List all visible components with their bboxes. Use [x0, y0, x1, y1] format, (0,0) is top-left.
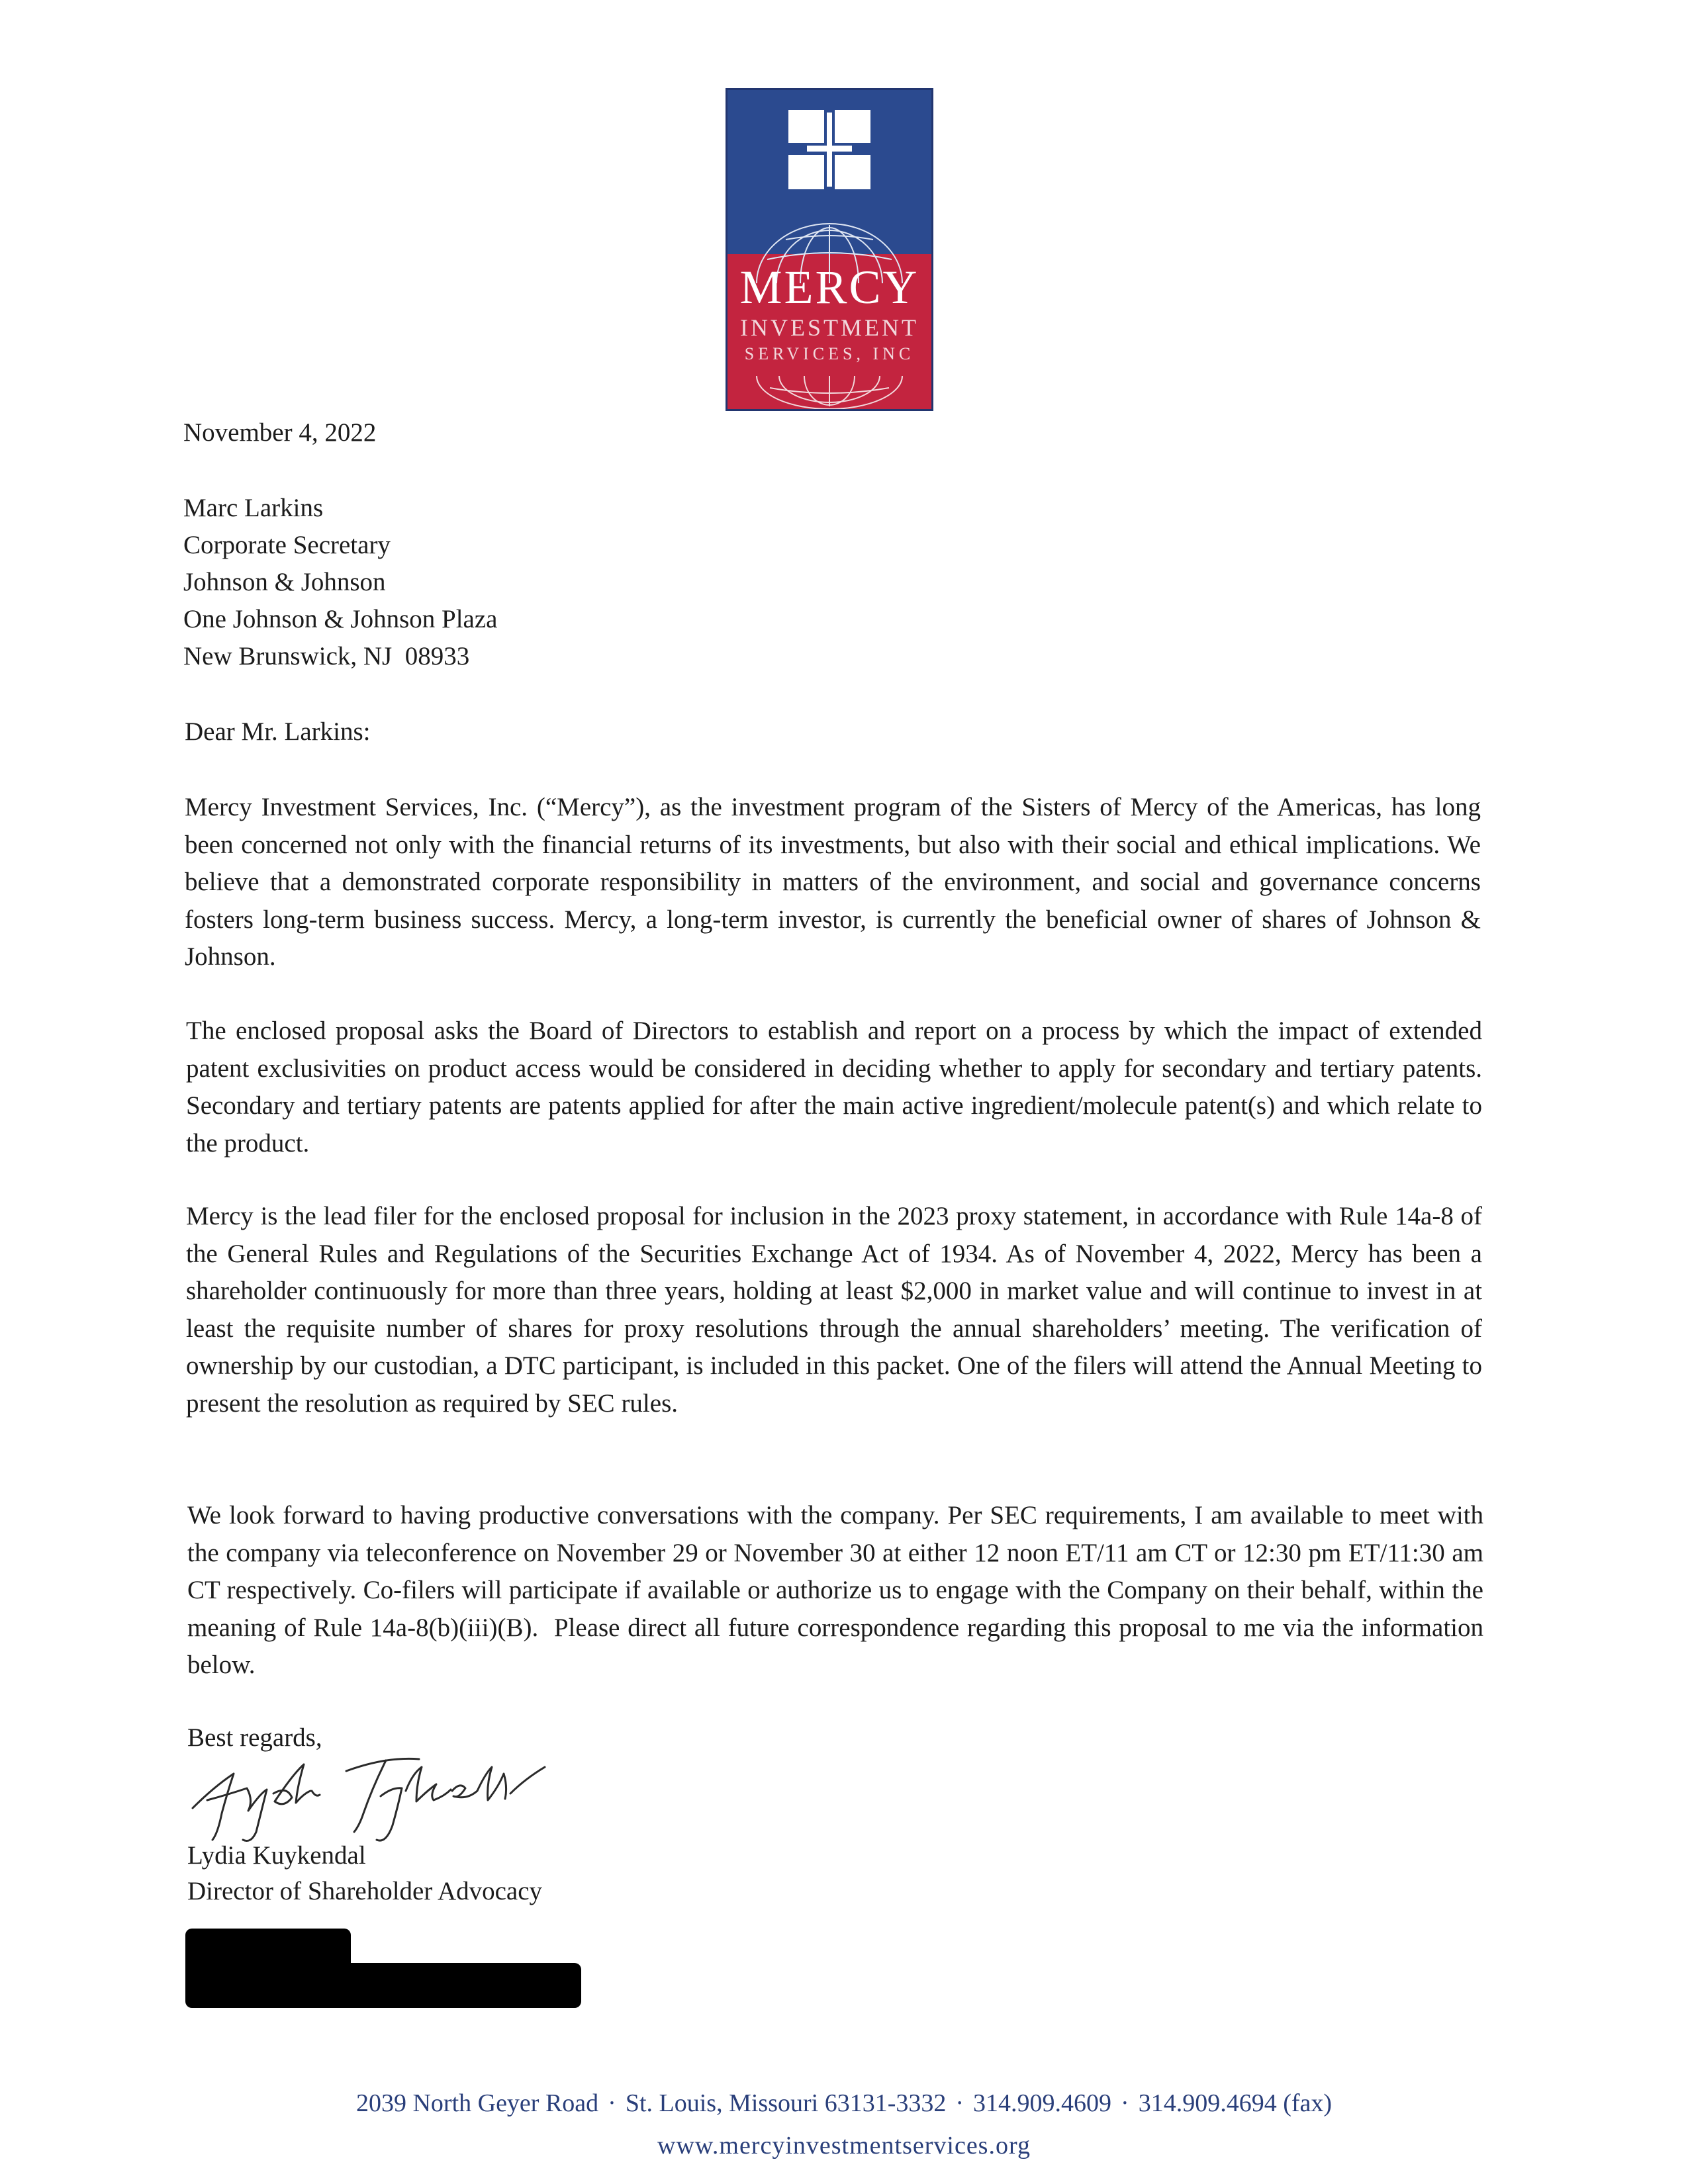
footer-fax: 314.909.4694 (fax) [1138, 2089, 1333, 2117]
recipient-name: Marc Larkins [183, 494, 324, 522]
footer-street: 2039 North Geyer Road [355, 2089, 599, 2117]
footer-separator-dot: · [1121, 2089, 1129, 2117]
paragraph-4: We look forward to having productive conversations with the company. Per SEC requirements, I am available to meet with the company via teleconference on November 29 or November 30 at either 12 noon ET/11 am CT or 12:30 pm ET/11:30 am CT respectively. Co-filers will participate if available or authorize us to engage with the Company on their behalf, within the meaning of Rule 14a-8(b)(iii)(B). Please direct all future correspondence regarding this proposal to me via the information below. [187, 1501, 1490, 1679]
mercy-logo [726, 88, 933, 411]
salutation: Dear Mr. Larkins: [185, 717, 371, 746]
paragraph-3: Mercy is the lead filer for the enclosed proposal for inclusion in the 2023 proxy statement, in accordance with Rule 14a-8 of the General Rules and Regulations of the Securities Exchange Act of 1934. As of November 4, 2022, Mercy has been a shareholder continuously for more than three years, holding at least $2,000 in market value and will continue to invest in at least the requisite number of shares for proxy resolutions through the annual shareholders’ meeting. The verification of ownership by our custodian, a DTC participant, is included in this packet. One of the filers will attend the Annual Meeting to present the resolution as required by SEC rules. [186, 1202, 1482, 1418]
recipient-street: One Johnson & Johnson Plaza [183, 605, 498, 633]
closing: Best regards, [187, 1723, 322, 1752]
logo-text-investment: INVESTMENT [740, 314, 919, 341]
signer-name: Lydia Kuykendal [187, 1841, 366, 1870]
logo-text-mercy: MERCY [739, 261, 919, 314]
paragraph-2: The enclosed proposal asks the Board of Directors to establish and report on a process by which the impact of extended patent exclusivities on product access would be considered in deciding whether to apply for secondary and tertiary patents. Secondary and tertiary patents are patents applied for after the main active ingredient/molecule patent(s) and which relate to the product. [186, 1017, 1482, 1158]
footer-separator-dot: · [955, 2089, 964, 2117]
footer-separator-dot: · [608, 2089, 616, 2117]
letter-date: November 4, 2022 [183, 418, 377, 447]
footer-phone: 314.909.4609 [973, 2089, 1112, 2117]
recipient-city: New Brunswick, NJ 08933 [183, 642, 470, 670]
recipient-address [183, 490, 1479, 675]
footer-website[interactable]: www.mercyinvestmentservices.org [657, 2132, 1031, 2160]
recipient-title: Corporate Secretary [183, 531, 391, 559]
footer-address [0, 2085, 1688, 2122]
paragraph-1: Mercy Investment Services, Inc. (“Mercy”), as the investment program of the Sisters of Mercy of the Americas, has long been concerned not only with the financial returns of its investments, but also with their social and ethical implications. We believe that a demonstrated corporate responsibility in matters of the environment, and social and governance concerns fosters long-term business success. Mercy, a long-term investor, is currently the beneficial owner of shares of Johnson & Johnson. [185, 793, 1481, 971]
recipient-company: Johnson & Johnson [183, 568, 386, 596]
footer-city: St. Louis, Missouri 63131-3332 [625, 2089, 947, 2117]
logo-text-services: SERVICES, INC [744, 344, 915, 363]
cross-icon [787, 109, 872, 191]
handwritten-signature [187, 1747, 558, 1846]
globe-bottom-icon [753, 376, 906, 409]
redaction-block [185, 1963, 581, 2008]
signer-title: Director of Shareholder Advocacy [187, 1877, 543, 1905]
